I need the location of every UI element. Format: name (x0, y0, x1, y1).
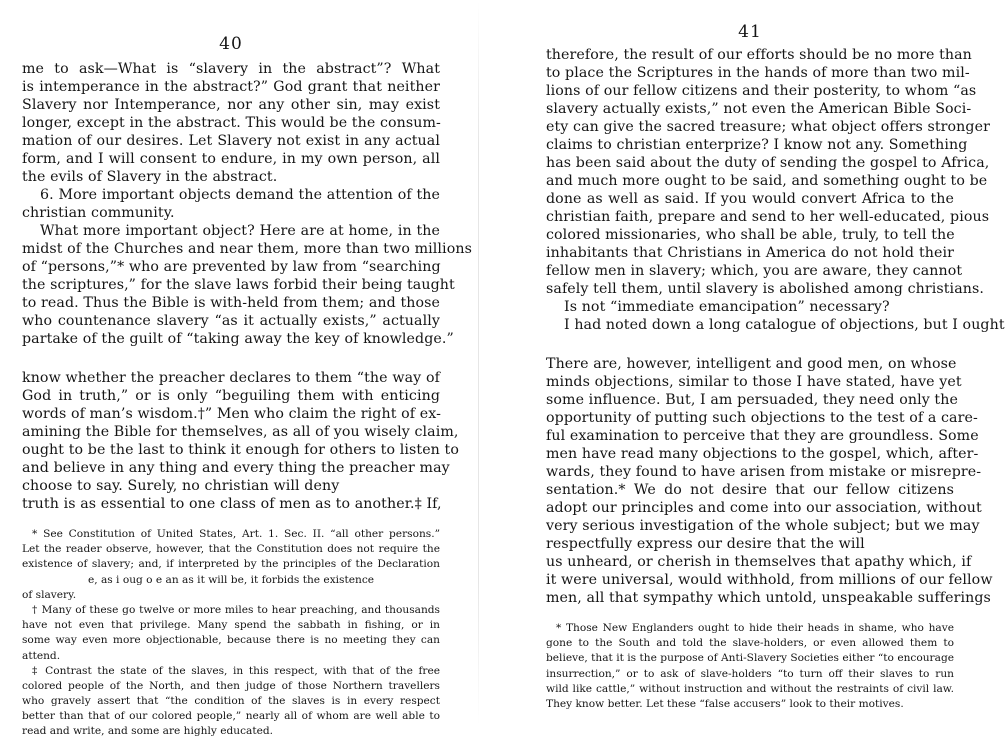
text-line: minds objections, similar to those I have stated, have yet (546, 374, 962, 390)
text-line: There are, however, intelligent and good men, on whose (546, 356, 957, 372)
text-line: safely tell them, until slavery is abolished among christians. (546, 281, 984, 297)
text-line: choose to say. Surely, no christian will deny (22, 478, 340, 494)
text-line: adopt our principles and come into our association, without (546, 500, 982, 516)
text-line: mation of our desires. Let Slavery not exist in any actual (22, 133, 440, 149)
text-line: wards, they found to have arisen from mistake or misrepre- (546, 464, 982, 480)
text-line: ought to be the last to think it enough for others to listen to (22, 442, 459, 458)
text-line: longer, except in the abstract. This would be the consum- (22, 115, 441, 131)
footnotes (546, 621, 954, 712)
footnote-line: Let the reader observe, however, that the Constitution does not require the (22, 543, 440, 556)
text-line: of “persons,”* who are prevented by law from “searching (22, 259, 441, 275)
footnote-line: e, as i oug o e an as it will be, it forbids the existence (87, 573, 375, 586)
section-heading: 6. More important objects demand the attention of the (40, 187, 440, 203)
page-gutter (478, 0, 479, 725)
text-line: know whether the preacher declares to them “the way of (22, 370, 440, 386)
footnote-line: read and write, and some are highly educated. (22, 725, 274, 738)
text-line: me to ask—What is “slavery in the abstract”? What (22, 61, 440, 77)
footnote-line: * Those New Englanders ought to hide their heads in shame, who have (556, 622, 954, 634)
text-line: midst of the Churches and near them, more than two millions (22, 241, 472, 257)
footnote-line: wild like cattle,” without instruction and without the restraints of civil law. (546, 682, 954, 695)
page-number: 41 (738, 22, 762, 42)
right-page (546, 0, 1005, 712)
text-line: is intemperance in the abstract?” God grant that neither (22, 79, 440, 95)
footnote-line: † Many of these go twelve or more miles to hear preaching, and thousands (32, 603, 440, 616)
text-line: claims to christian enterprize? I know not any. Something (546, 137, 968, 153)
text-line: who countenance slavery “as it actually exists,” actually (22, 313, 440, 329)
text-line: amining the Bible for themselves, as all of you wisely claim, (22, 424, 459, 440)
text-line: Is not “immediate emancipation” necessary? (564, 299, 890, 315)
text-line: Slavery nor Intemperance, nor any other sin, may exist (22, 97, 440, 113)
footnote-line: gone to the South and told the slave-holders, or even allowed them to (546, 637, 954, 650)
text-line: and much more ought to be said, and something ought to be (546, 173, 988, 189)
body-text (546, 46, 1005, 607)
footnote-line: They know better. Let these “false accusers” look to their motives. (546, 697, 904, 710)
footnote-line: ‡ Contrast the state of the slaves, in this respect, with that of the free (32, 664, 440, 677)
footnote-line: existence of slavery; and, if interpreted by the principles of the Declaration (22, 558, 440, 571)
text-line: to read. Thus the Bible is with-held from them; and those (22, 295, 441, 311)
text-line: words of man’s wisdom.†” Men who claim the right of ex- (22, 406, 441, 422)
text-line: the scriptures,” for the slave laws forbid their being taught (22, 277, 455, 293)
footnote-line: have not even that privilege. Many spend the sabbath in fishing, or in (22, 619, 440, 632)
footnote-line: * See Constitution of United States, Art. 1. Sec. II. “all other persons.” (32, 528, 440, 540)
text-line: colored missionaries, who shall be able, truly, to tell the (546, 227, 955, 243)
footnote-line: believe, that it is the purpose of Anti-Slavery Societies either “to encourage (546, 652, 954, 665)
footnote-line: who gravely assert that “the condition of the slaves is in every respect (22, 695, 440, 708)
text-line: inhabitants that Christians in America do not hold their (546, 245, 954, 261)
left-page (22, 0, 472, 740)
text-line: form, and I will consent to endure, in my own person, all (22, 151, 440, 167)
text-line: men have read many objections to the gospel, which, after- (546, 446, 979, 462)
section-heading-cont: christian community. (22, 205, 175, 221)
text-line: very serious investigation of the whole subject; but we may (546, 518, 980, 534)
text-line: sentation.* We do not desire that our fellow citizens (546, 482, 954, 498)
text-line: the evils of Slavery in the abstract. (22, 169, 278, 185)
text-line: and believe in any thing and every thing the preacher may (22, 460, 450, 476)
text-line: respectfully express our desire that the will (546, 536, 865, 552)
text-line: ety can give the sacred treasure; what object offers stronger (546, 119, 990, 135)
text-line: truth is as essential to one class of men as to another.‡ If, (22, 496, 442, 512)
text-line: fellow men in slavery; which, you are aware, they cannot (546, 263, 963, 279)
text-line: slavery actually exists,” not even the American Bible Soci- (546, 101, 972, 117)
text-line: opportunity of putting such objections to the test of a care- (546, 410, 978, 426)
footnote-line: colored people of the North, and then judge of those Northern travellers (22, 679, 440, 692)
text-line: lions of our fellow citizens and their posterity, to whom “as (546, 83, 977, 99)
footnote-line: of slavery. (22, 588, 77, 601)
text-line: I had noted down a long catalogue of objections, but I ought (564, 317, 1005, 333)
footnote-line: insurrection,” or to ask of slave-holders “to turn off their slaves to run (546, 667, 954, 680)
text-line: partake of the guilt of “taking away the key of knowledge.” (22, 331, 454, 347)
text-line: christian faith, prepare and send to her well-educated, pious (546, 209, 990, 225)
text-line: therefore, the result of our efforts should be no more than (546, 47, 972, 63)
footnote-line: attend. (22, 649, 61, 662)
text-line: it were universal, would withhold, from millions of our fellow (546, 572, 993, 588)
text-line: What more important object? Here are at home, in the (40, 223, 440, 239)
text-line: ful examination to perceive that they are groundless. Some (546, 428, 979, 444)
footnotes (22, 527, 440, 740)
page-number: 40 (219, 34, 243, 54)
text-line: to place the Scriptures in the hands of more than two mil- (546, 65, 970, 81)
text-line: some influence. But, I am persuaded, they need only the (546, 392, 958, 408)
text-line: men, all that sympathy which untold, unspeakable sufferings (546, 590, 991, 606)
text-line: God in truth,” or is only “beguiling them with enticing (22, 388, 440, 404)
footnote-line: some way even more objectionable, because there is no meeting they can (22, 634, 440, 647)
body-text (22, 60, 472, 513)
footnote-line: better than that of our colored people,” nearly all of whom are well able to (22, 710, 440, 723)
text-line: us unheard, or cherish in themselves that apathy which, if (546, 554, 972, 570)
text-line: has been said about the duty of sending the gospel to Africa, (546, 155, 990, 171)
text-line: done as well as said. If you would convert Africa to the (546, 191, 954, 207)
